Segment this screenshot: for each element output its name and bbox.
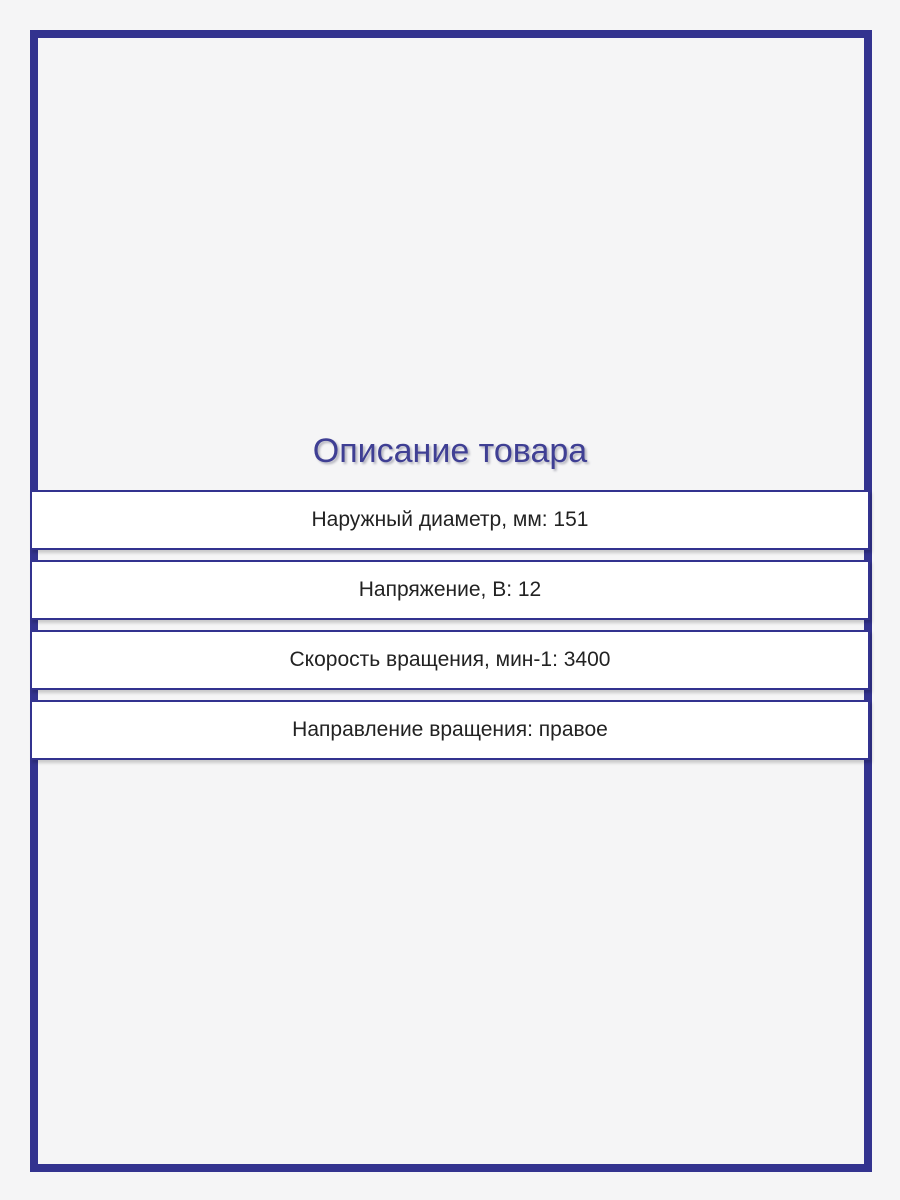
spec-row-text: Напряжение, В: 12 — [358, 578, 542, 601]
spec-row-rotation-speed — [30, 630, 870, 690]
spec-row-text: Направление вращения: правое — [292, 718, 608, 741]
spec-row-text: Наружный диаметр, мм: 151 — [311, 508, 589, 531]
spec-row-voltage — [30, 560, 870, 620]
section-title: Описание товара — [312, 432, 588, 470]
spec-row-rotation-direction — [30, 700, 870, 760]
spec-row-text: Скорость вращения, мин-1: 3400 — [289, 648, 611, 671]
spec-row-outer-diameter — [30, 490, 870, 550]
